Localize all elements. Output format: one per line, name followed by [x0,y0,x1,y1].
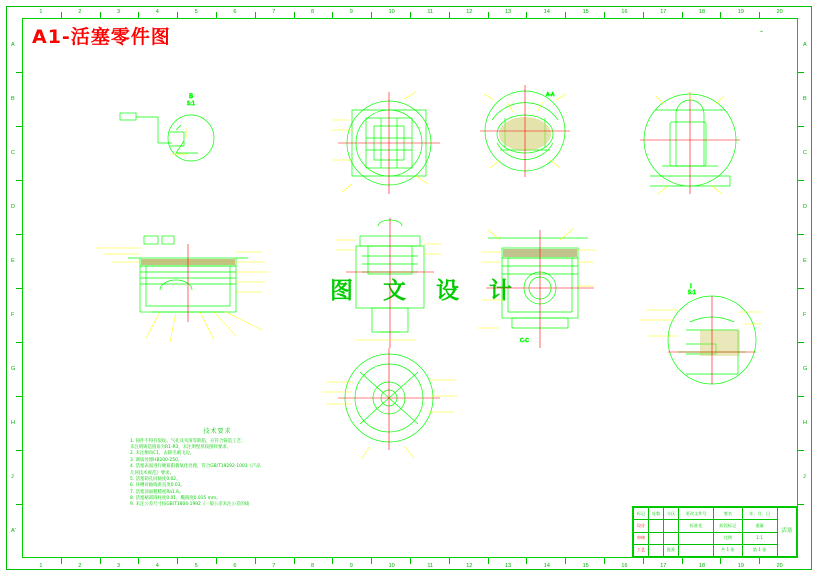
svg-text:C-C: C-C [520,338,529,344]
ruler-tick-left: F [11,312,15,318]
ruler-tick-bottom: 8 [311,563,315,569]
notes-heading: 技术要求 [203,428,232,435]
table-row [634,532,797,544]
tb-cell: 比例 [714,532,742,544]
ruler-tick-right: G [803,366,808,372]
top-dash-mark: - [760,26,763,36]
ruler-tick-bottom: 17 [660,563,667,569]
ruler-tick-top: 8 [311,9,315,15]
ruler-tick-right: H [803,420,807,426]
ruler-tick-right: J [803,474,806,480]
ruler-tick-bottom: 20 [776,563,783,569]
tb-cell: 工艺 [634,544,649,556]
ruler-tick-bottom: 12 [466,563,473,569]
note-line: 4. 活塞表面进行硬质阳极氧化处理，符合GB/T19292-1003《产品 [130,464,261,470]
note-line: 5. 活塞销孔同轴度0.02。 [130,476,181,482]
tb-cell: 第 1 张 [742,544,777,556]
ruler-tick-right: A [803,42,807,48]
tb-cell: 批准 [664,544,679,556]
svg-text:5:1: 5:1 [187,101,196,107]
ruler-tick-bottom: 10 [388,563,395,569]
note-line: 1. 铸件不得有裂纹、气孔及夹渣等缺陷，应符合铸造工艺； [130,438,246,444]
ruler-tick-right: F [803,312,807,318]
tb-cell: 1:1 [742,532,777,544]
note-line: 7. 活塞顶面粗糙度Ra1.6。 [130,489,184,495]
ruler-tick-left: A [11,42,15,48]
ruler-tick-left: B [11,96,15,102]
ruler-tick-top: 11 [427,9,434,15]
tb-cell: 阶段标记 [714,520,742,532]
svg-text:I: I [690,283,692,290]
table-row [634,520,797,532]
ruler-tick-left: J [11,474,14,480]
ruler-tick-left: G [11,366,16,372]
note-line: 2. 未注倒角C1，去除毛刺飞边。 [130,451,195,457]
ruler-tick-left: H [11,420,15,426]
note-line: 8. 活塞裙部圆柱度0.01，椭圆度0.015 mm。 [130,496,221,502]
ruler-tick-top: 9 [349,9,353,15]
ruler-tick-right: D [803,204,807,210]
ruler-tick-bottom: 19 [737,563,744,569]
tb-part-name: 活塞 [777,508,796,557]
ruler-tick-right: C [803,150,807,156]
ruler-tick-bottom: 1 [39,563,43,569]
ruler-tick-top: 13 [505,9,512,15]
tb-cell [679,544,714,556]
table-row [634,508,797,520]
ruler-tick-bottom: 18 [699,563,706,569]
ruler-tick-left: A' [11,528,16,534]
view-detail-b [120,113,214,161]
title-block [632,506,798,558]
tb-cell: 更改文件号 [679,508,714,520]
tb-cell [664,520,679,532]
svg-text:5:1: 5:1 [688,290,697,296]
tb-cell [679,532,714,544]
ruler-tick-bottom: 15 [582,563,589,569]
note-line: 几何技术规范》要求。 [130,470,174,476]
ruler-tick-top: 19 [737,9,744,15]
ruler-tick-top: 5 [194,9,198,15]
title-block-table [633,507,797,557]
ruler-tick-bottom: 7 [272,563,276,569]
tb-cell: 设计 [634,520,649,532]
note-line: 3. 调质处理HB200-250。 [130,457,183,463]
ruler-tick-bottom: 2 [78,563,82,569]
note-line: 未注明铸造圆角为R1-R3，未注明壁厚按图样要求。 [130,445,232,451]
tb-cell [649,532,664,544]
ruler-tick-left: C [11,150,15,156]
ruler-tick-bottom: 14 [543,563,550,569]
ruler-tick-top: 10 [388,9,395,15]
ruler-tick-bottom: 16 [621,563,628,569]
watermark-text: 图 文 设 计 [330,278,524,304]
ruler-tick-left: E [11,258,15,264]
ruler-tick-top: 12 [466,9,473,15]
ruler-tick-bottom: 9 [349,563,353,569]
ruler-tick-top: 4 [155,9,159,15]
svg-text:B: B [189,93,194,100]
tb-cell: 标准化 [679,520,714,532]
ruler-tick-left: D [11,204,15,210]
ruler-tick-bottom: 11 [427,563,434,569]
ruler-tick-top: 17 [660,9,667,15]
ruler-tick-top: 7 [272,9,276,15]
tb-cell [664,532,679,544]
ruler-tick-right: B [803,96,807,102]
tb-cell: 分区 [664,508,679,520]
ruler-tick-top: 2 [78,9,82,15]
ruler-tick-top: 6 [233,9,237,15]
ruler-tick-bottom: 3 [117,563,121,569]
ruler-tick-top: 14 [543,9,550,15]
ruler-tick-top: 1 [39,9,43,15]
ruler-tick-bottom: 4 [155,563,159,569]
ruler-tick-top: 20 [776,9,783,15]
tb-cell: 共 1 张 [714,544,742,556]
tb-cell [649,544,664,556]
tb-cell: 重量 [742,520,777,532]
ruler-tick-right: E [803,258,807,264]
ruler-tick-bottom: 13 [505,563,512,569]
ruler-tick-top: 16 [621,9,628,15]
ruler-tick-bottom: 6 [233,563,237,569]
tb-cell: 审核 [634,532,649,544]
ruler-tick-top: 3 [117,9,121,15]
tb-cell: 年、月、日 [742,508,777,520]
table-row [634,544,797,556]
ruler-tick-top: 18 [699,9,706,15]
note-line: 9. 未注公差尺寸按GB/T1804-1992《一般公差未注公差的线 [130,502,250,508]
note-line: 6. 环槽对轴线垂直度0.03。 [130,483,185,489]
ruler-tick-bottom: 5 [194,563,198,569]
svg-text:A-A: A-A [546,92,555,98]
page-title: A1-活塞零件图 [32,26,171,48]
tb-cell: 签名 [714,508,742,520]
technical-notes [130,428,305,509]
view-piston-top-centerlines [338,92,440,194]
tb-cell: 处数 [649,508,664,520]
ruler-tick-top: 15 [582,9,589,15]
tb-cell [649,520,664,532]
tb-cell: 标记 [634,508,649,520]
